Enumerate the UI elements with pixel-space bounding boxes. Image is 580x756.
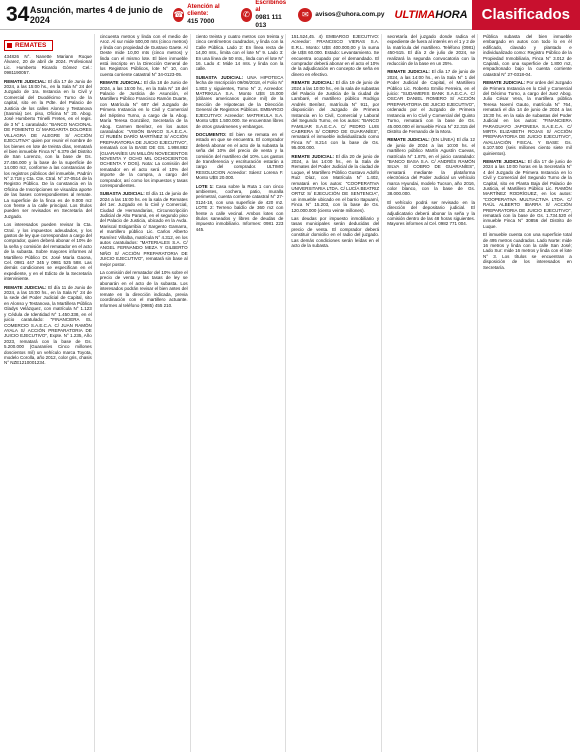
notice-body: El día 17 de junio de 2024, a las 14:00 hs., en la Sala N° 1 del Poder Judicial de Capital, el Martillero Público Lic. Roberto Emilio Ferreira, en el juicio: "SUDAMERIS BANK S.A.E.C.A. C/ OSCAR DANIEL ROMERO S/ ACCIÓN PREPARATORIA DE JUICIO EJECUTIVO", ordenado por el Juzgado de Primera Instancia en lo Civil y Comercial del Quinto Turno, rematará con la base de Gs. 45.000.000 el inmueble Finca N° 22.315 del Distrito de Fernando de la Mora. [387,69,475,134]
notice-body: Los interesados pueden revisar la Cta. Ctral. y los impuestos adeudados, y los gastos de ley que correspondan a cargo del comprador, quien deberá abonar el 10% de la seña y comisión del rematador en el acto de la subasta. Sobre mayores informes al Martillero Público Dr. José María Gaona, Cel. 0981 447 345 y 0981 525 588. Las demás condiciones se especifican en el expediente, y en el Edicto de la Secretaría interviniente. [4,222,92,282]
whatsapp-icon: ✆ [241,8,253,22]
notice-body: Las deudas por impuesto inmobiliario y tasas municipales serán deducidas del precio de venta. El comprador deberá constituir domicilio en el radio del juzgado. Las demás condiciones serán leídas en el acto de la subasta. [291,216,380,249]
brand [395,0,580,30]
classified-notice [387,137,475,196]
notice-body: cincuenta metros y linda con el medio de Aroz. Al sur mide 500,00 mts (cinco metros) y linda con propiedad de Gustavo Gaete. Al Oeste mide 10,00 mts (cinco metros) y linda con el mismo lote. El bien inmueble está inscripto en la Dirección General de los Registros Públicos, lote N° 10, con cuenta corriente catastral N° 34-0123-05. [99,34,188,77]
contact-phone[interactable] [173,4,230,26]
notice-heading: REMATE JUDICIAL: [387,137,430,143]
notice-body: El bien se remata en el estado en que se encuentra. El comprador deberá abonar en el acto de la subasta la seña del 10% del precio de venta y la comisión del martillero del 10%. Los gastos de transferencia y escrituración estarán a cargo del comprador. ULTIMO RESOLUCION Acreedor: Sáenz Lorena F. Monto U$S 20.000. [195,131,284,181]
notice-heading: REMATE JUDICIAL: [4,284,47,290]
notice-body: El día 11 de junio de 2024 a las 15:00 hs. en la sala de Remates del 1er. Juzgado en lo Civil y Comercial, Ciudad de Hernandarias, Circunscripción Judicial de Alto Paraná, en el segundo piso del Palacio de Justicia, ubicado en la Avda. Mariscal Estigarribia c/ Sargento Gamarra, el martillero público Lic. Carlos Alberto Ramírez Villalba, matrícula N° 4.312, en los autos caratulados: "MATERIALES S.A. C/ ANGEL FERNANDO MEZA Y GILBERTO NIÑO S/ ACCIÓN PREPARATORIA DE JUICIO EJECUTIVO", rematará sin base al mejor postor. [99,191,188,267]
notice-body: (EN LÍNEA) El día 12 de junio de 2024 a las 10:00 hs. el martillero público Martín Agustín Cuevas, matrícula N° 1.875, en el juicio caratulado: "BANCO BASA S.A. C/ ANDRÉS RAMÓN SILVA S/ COBRO DE GUARANÍES", rematará mediante la plataforma electrónica del Poder Judicial un vehículo marca Hyundai, modelo Tucson, año 2016, color blanco, con la base de Gs. 38.000.000. [387,137,475,197]
contact-phone-label: Atención al cliente: [187,3,220,17]
classified-notice [387,69,475,134]
classified-notice [387,34,475,66]
classified-notice [196,132,284,181]
notice-body: UNA HIPOTECA fecha de Inscripción 09/06/2018, el Folio N° 1.803 y siguientes, Tomo N° 2, Acreedor: MATRIKULA S.A. Monto U$S 15.000 (dólares americanos quince mil) de la Sección de Hipotecas de la Dirección General de Registros Públicos. EMBARGO EJECUTIVO: Acreedor: MATRIKULA S.A. Monto U$S 1.500.000. Se encuentran libres de otros gravámenes y embargos. [195,74,284,129]
section-tag-remates: REMATES [4,40,53,51]
classified-notice [100,80,188,188]
notice-heading: DOCUMENTO: [195,131,227,137]
contact-email-address: avisos@uhora.com.py [315,10,385,18]
classified-notice [4,222,92,281]
classified-notice [100,191,188,267]
notice-heading: LOTE 1: [195,183,214,189]
notice-body: 151.524,45. 4) EMBARGO EJECUTIVO: Acreedor: FRANCISCO VIERAS S.A. E.R.L. Monto: U$S 400.000,00 y la suma de U$S 60.000. Estado: Levantamiento. Se encuentra ocupado por el demandado. El comprador deberá abonar en el acto el 10% de la adjudicación en concepto de seña en dinero en efectivo. [291,34,380,77]
classified-notice [291,154,379,213]
classified-notice [483,34,572,77]
contact-phone-number: 415 7000 [187,17,215,25]
classified-notice [100,270,188,308]
classified-notice [483,80,572,156]
notice-body: El vehículo podrá ser revisado en la dirección del depositario judicial. El adjudicatario deberá abonar la seña y la comisión dentro de las 48 horas siguientes. Mayores informes al Cel. 0982 771 004. [387,199,475,227]
classified-notice [291,34,379,77]
issue-date: Asunción, martes 4 de junio de 2024 [29,4,163,25]
notice-body: El día 19 de junio de 2024 a las 10:00 hs., en la sala de subastas del Palacio de Justicia de la ciudad de Lambaré, el martillero público Rodrigo Andrés Benítez, matrícula N° 911, por disposición del Juzgado de Primera Instancia en lo Civil, Comercial y Laboral del Segundo Turno, en los autos: "BANCO FAMILIAR S.A.E.C.A. C/ PEDRO LUIS CABRERA S/ COBRO DE GUARANÍES", rematará el inmueble individualizado como Finca N° 8.214 con la base de Gs. 95.000.000. [291,80,380,151]
brand-logo-hora: HORA [435,8,468,21]
section-title: Clasificados [472,0,580,30]
classified-notice [483,159,572,229]
brand-logo [395,9,472,21]
classified-notice [387,200,475,227]
contact-whatsapp-number: 0981 111 013 [255,13,282,29]
notice-body: El día 18 de Junio de 2024, a las 15:00 hs., en la Sala N° 18 del Palacio de Justicia de Asunción, el Martillero Público Francisco Ramón Duarte, con Matrícula N° 687 del Juzgado de Primera Instancia en lo Civil y Comercial del Séptimo Turno, a cargo de la Abog. María Teresa González, Secretaría de la Abog. Carmen Benítez, en los autos caratulados: "VISIÓN BANCO S.A.E.C.A. C/ RUBÉN DARÍO MARTÍNEZ S/ ACCIÓN PREPARATORIA DE JUICIO EJECUTIVO", rematará con la BASE DE GS. 1.998.882 (GUARANÍES UN MILLÓN NOVECIENTOS NOVENTA Y OCHO MIL OCHOCIENTOS OCHENTA Y DOS). Nota: La comisión del rematador en el acto será el 10% del importe de la compra, a cargo del comprador, así como los impuestos y tasas correspondientes. [99,80,188,188]
notice-heading: REMATE JUDICIAL: [4,78,47,84]
page-number: 34 [6,2,30,26]
classified-notice [196,34,284,72]
classified-notice [291,216,379,248]
contact-email[interactable] [298,8,384,22]
notice-body: Pública subasta del bien inmueble embargado en autos con todo lo en él edificado, clavado y plantado e individualizado como: Registro Público de la Propiedad Inmobiliaria, Finca N° 3.012 de Capiatá, con una superficie de 1.800 m2, empadronado bajo la cuenta corriente catastral N° 27-0318-04. [482,34,572,77]
contact-whatsapp[interactable] [241,0,289,30]
notice-columns [4,34,576,752]
contact-whatsapp-label: Escribinos al [255,0,287,13]
classified-notice [100,34,188,77]
classified-notice [4,79,92,220]
notice-body: Por orden del Juzgado de Primera Instancia en lo Civil y Comercial del Décimo Turno, a cargo del Juez Abog. Julio César Vera, la martillera pública Teresa Noemí Gauto, matrícula N° 764, rematará el día 14 de junio de 2024 a las 15:30 hs. en la sala de subastas del Poder Judicial en los autos: "FINANCIERA PARAGUAYO JAPONESA S.A.E.C.A. C/ MIRTA ELIZABETH ROJAS S/ ACCIÓN PREPARATORIA DE JUICIO EJECUTIVO", AVALUACIÓN FISCAL Y BASE: Gs. 6.107.500 (seis millones ciento siete mil quinientos). [482,80,572,156]
notice-body: La comisión del rematador del 10% sobre el precio de venta y las tasas de ley se abonarán en el acto de la subasta. Los interesados podrán revisar el bien antes del remate en la dirección indicada, previa coordinación con el martillero actuante. Informes al teléfono (0985) 455 210. [99,270,188,308]
classified-notice [291,80,379,150]
classified-notice [4,54,92,76]
notice-body: ciento treinta y cuatro metros con treinta y cinco centímetros cuadrados, y linda con la Calle Pública. Lado 2: En línea recta de 14,00 mts., limita con el lote N° 9. Lado 3: En una línea de 50 mts., linda con el lote N° 16. Lado 4: Mide 14 mts. y linda con la calle. [195,34,284,72]
notice-body: El día 17 de Junio de 2024, a las 15:00 hs., en la Sala N° 24 del Juzgado de 1ra. Instancia en lo Civil y Comercial del Duodécimo Turno de la capital, sito en la Pdte. del Palacio de Justicia de los calles Alonso y Testanova (Sasmia) 1er. piso, Oficina N° 20. Abog. José Humberto Trinelli Fretes, en el regis. de 3 N° 1 caratulado: "BANCO NACIONAL DE FOMENTO C/ MARGARITA DOLORES VILLAGRA DE ALEGRE S/ ACCIÓN EJECUTIVA" quien por reunir el nombre de los bienes en lote de treinta días, rematará el bien inmueble Finca N° 6.379 del Distrito de San Lorenzo, con la base de Gs. 27.456.000 y la base de la superficie de 14.000 m2, conforme a las constancias de los registros públicos del inmueble, Padrón N° 2.718 y Cta. Cte. Ctral. N° 27-0514 de la Registro Público. De la constancia en la Oficina de Inscripciones se visualiza aporte de las bases correspondientes al remate. La superficie de la finca es de 9.000 m2 con frente a la calle principal. Los títulos pueden ser revisados en Secretaría del Juzgado. [4,78,92,219]
notice-heading: REMATE JUDICIAL: [99,80,143,86]
masthead [0,0,580,30]
brand-logo-ultima: ULTIMA [394,8,436,21]
notice-heading: SUBASTA JUDICIAL: [99,191,145,197]
notice-heading: REMATE JUDICIAL: [387,69,430,75]
notice-body: El día 11 de Junio de 2024, a las 15:00 hs., en la Sala N° 24 de la sede del Poder Judicial de Capital, sito en Alonso y Testanova, la Martillera Pública Gladys Velázquez, con matrícula N° 1.123 y Cédula de Identidad N° 1.450.338, en el juicio caratulado: "FINANCIERA EL COMERCIO S.A.E.C.A. C/ JUAN RAMÓN AYALA S/ ACCIÓN PREPARATORIA DE JUICIO EJECUTIVO", Expte. N° 1.235, Año 2023, rematará con la base de Gs. 5.200.000 (Guaraníes Cinco millones doscientos mil) un vehículo marca Toyota, modelo Corolla, año 2012, color gris, chasis N° NZE1210001234. [4,284,92,366]
notice-heading: REMATE JUDICIAL: [482,80,526,86]
column-1 [4,34,95,752]
notice-body: El día 20 de junio de 2024, a las 14:00 hs., en la Sala de Remates del Poder Judicial de la ciudad de Luque, el Martillero Público Gustavo Adolfo Ruiz Díaz, con Matrícula N° 1.402, rematará en los autos: "COOPERATIVA UNIVERSITARIA LTDA. C/ LUCÍA BEATRIZ ORTIZ S/ EJECUCIÓN DE SENTENCIA", un inmueble ubicado en el barrio Itapuamí, Finca N° 15.203, con la base de Gs. 120.000.000 (ciento veinte millones). [291,153,380,213]
column-4 [291,34,382,752]
column-3 [196,34,287,752]
column-6 [483,34,574,752]
notice-heading: SUBASTA JUDICIAL: [195,74,244,80]
notice-body: secretaría del juzgado donde radica el expediente de fuera al interés en el 1 y 2 de la matrícula del martillero. Teléfono (0981) 450-515. El día 2 de julio de 2024, se realizará la segunda convocatoria con la reducción de la base en un 25%. [387,34,475,67]
column-5 [387,34,478,752]
notice-body: 434826 N°. Nanette Mariann Roque Álvarez, 20 de abril de 2024. Profesional Lic. Humberto Ricardo Gómez Cel.: 0981190057. [4,54,92,76]
notice-body: El inmueble cuenta con una superficie total de 495 metros cuadrados. Lado Norte: mide 16 metros y linda con la calle San José; Lado Sur: mide 16 metros y linda con el lote N° 3. Los títulos se encuentran a disposición de los interesados en Secretaría. [482,232,572,270]
column-2 [100,34,191,752]
classified-notice [196,184,284,233]
notice-body: Casa sobre la Ruta 1 con cinco ambientes, cochera, patio, muralla perimetral, cuenta corriente catastral N° 27-0124-18, con una superficie de 420 m2. LOTE 2: Terreno baldío de 360 m2 con frente a calle vecinal. Ambos lotes con títulos saneados y libres de deudas de impuesto inmobiliario. Informes: 0981 223 445. [195,183,284,232]
notice-heading: REMATE JUDICIAL: [291,153,335,159]
phone-icon: ☎ [173,8,184,22]
classified-notice [4,285,92,366]
email-icon: ✉ [298,8,312,22]
notice-body: El día 17 de junio de 2024 a las 10:00 horas en la Secretaría N° 4 del Juzgado de Primera Instancia en lo Civil y Comercial del Segundo Turno de la Capital, sito en Planta Baja del Palacio de Justicia, el Martillero Público Lic. RAMÓN MARTÍNEZ RODRÍGUEZ, en los autos: "COOPERATIVA MULTIACTIVA LTDA. C/ RAÚL ALBERTO IBARRA S/ ACCIÓN PREPARATORIA DE JUICIO EJECUTIVO", rematará con la base de Gs. 1.734.520 el inmueble Finca N° 30856 del Distrito de Luque. [482,158,572,229]
classified-notice [196,75,284,129]
notice-heading: REMATE JUDICIAL: [482,158,526,164]
notice-heading: REMATE JUDICIAL: [291,80,335,86]
classified-notice [483,232,572,270]
